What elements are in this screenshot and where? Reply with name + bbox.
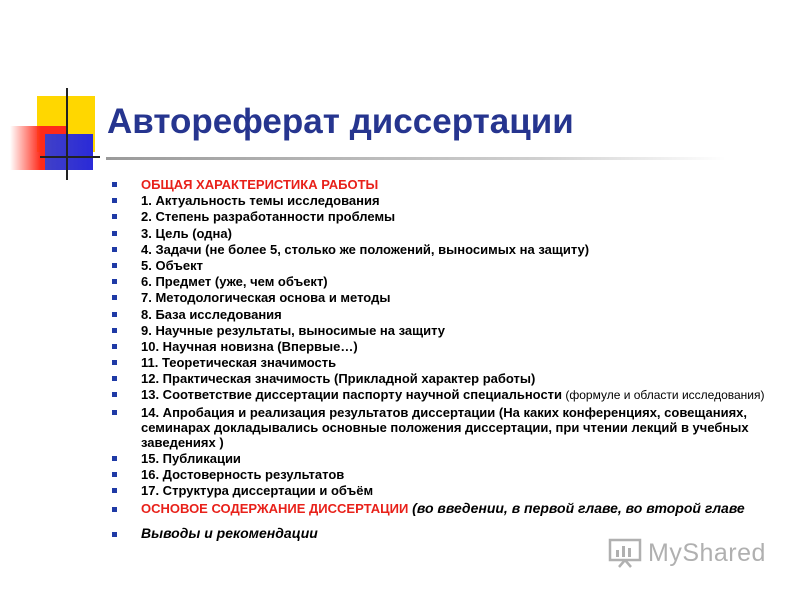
list-item — [108, 274, 768, 289]
bullet-icon — [112, 182, 117, 187]
list-item — [108, 405, 768, 450]
bullet-icon — [112, 488, 117, 493]
list-item — [108, 226, 768, 241]
list-item — [108, 193, 768, 208]
bullet-icon — [112, 376, 117, 381]
decor-vertical-line — [66, 88, 68, 180]
bullet-icon — [112, 279, 117, 284]
list-item-text: 15. Публикации — [141, 450, 241, 466]
list-item-text: 8. База исследования — [141, 306, 282, 322]
decor-horizontal-line — [40, 156, 100, 158]
title-underline — [106, 157, 726, 160]
bullet-icon — [112, 247, 117, 252]
bullet-icon — [112, 392, 117, 397]
watermark — [608, 538, 766, 568]
presentation-board-icon — [608, 538, 642, 568]
list-item-note: (формуле и области исследования) — [562, 388, 765, 403]
list-item — [108, 209, 768, 224]
list-item-text: 7. Методологическая основа и методы — [141, 290, 391, 306]
list-item-text: 11. Теоретическая значимость — [141, 355, 337, 371]
slide-title: Автореферат диссертации — [107, 102, 574, 141]
list-item-text: 12. Практическая значимость (Прикладной характер работы) — [141, 371, 536, 387]
decor-blue-square — [45, 134, 93, 170]
list-item — [108, 387, 768, 403]
list-item-text: 3. Цель (одна) — [141, 225, 232, 241]
list-item-text: 10. Научная новизна (Впервые…) — [141, 338, 358, 354]
list-item-text: 2. Степень разработанности проблемы — [141, 209, 396, 225]
list-item — [108, 307, 768, 322]
list-item-note: (во введении, в первой главе, во второй главе — [408, 500, 745, 517]
list-item — [108, 323, 768, 338]
list-item — [108, 483, 768, 498]
bullet-icon — [112, 410, 117, 415]
list-item — [108, 339, 768, 354]
bullet-icon — [112, 360, 117, 365]
bullet-icon — [112, 263, 117, 268]
list-item — [108, 290, 768, 305]
list-item-text: 9. Научные результаты, выносимые на защиту — [141, 322, 446, 338]
watermark-text: MyShared — [648, 538, 766, 567]
bullet-icon — [112, 295, 117, 300]
bullet-icon — [112, 231, 117, 236]
list-item-text: 17. Структура диссертации и объём — [141, 483, 374, 499]
list-item-text: 6. Предмет (уже, чем объект) — [141, 274, 328, 290]
list-item-text: 16. Достоверность результатов — [141, 467, 345, 482]
bullet-icon — [112, 532, 117, 537]
bullet-icon — [112, 472, 117, 477]
list-item-text: 13. Соответствие диссертации паспорту научной специальности — [141, 387, 563, 403]
bullet-icon — [112, 456, 117, 461]
list-item — [108, 371, 768, 386]
section-heading: ОБЩАЯ ХАРАКТЕРИСТИКА РАБОТЫ — [141, 177, 379, 192]
list-item — [108, 258, 768, 273]
list-item-text: 4. Задачи (не более 5, столько же положений, выносимых на защиту) — [141, 241, 590, 257]
list-item-text: Выводы и рекомендации — [141, 525, 318, 542]
list-item — [108, 242, 768, 257]
bullet-icon — [112, 328, 117, 333]
list-item — [108, 177, 768, 192]
bullet-icon — [112, 312, 117, 317]
list-item — [108, 467, 768, 482]
list-item — [108, 355, 768, 370]
list-item-text: 1. Актуальность темы исследования — [141, 193, 380, 209]
list-item-text: 14. Апробация и реализация результатов диссертации (На каких конференциях, совещаниях, семинарах докладывались основные положения диссертации, при чтении лекций в учебных заведениях ) — [141, 404, 749, 450]
list-item — [108, 500, 768, 517]
bullet-icon — [112, 344, 117, 349]
list-item — [108, 451, 768, 466]
bullet-icon — [112, 198, 117, 203]
content-list — [108, 177, 768, 542]
bullet-icon — [112, 214, 117, 219]
bullet-icon — [112, 507, 117, 512]
list-item-text: 5. Объект — [141, 257, 204, 273]
section-heading: ОСНОВОЕ СОДЕРЖАНИЕ ДИССЕРТАЦИИ — [141, 501, 409, 517]
